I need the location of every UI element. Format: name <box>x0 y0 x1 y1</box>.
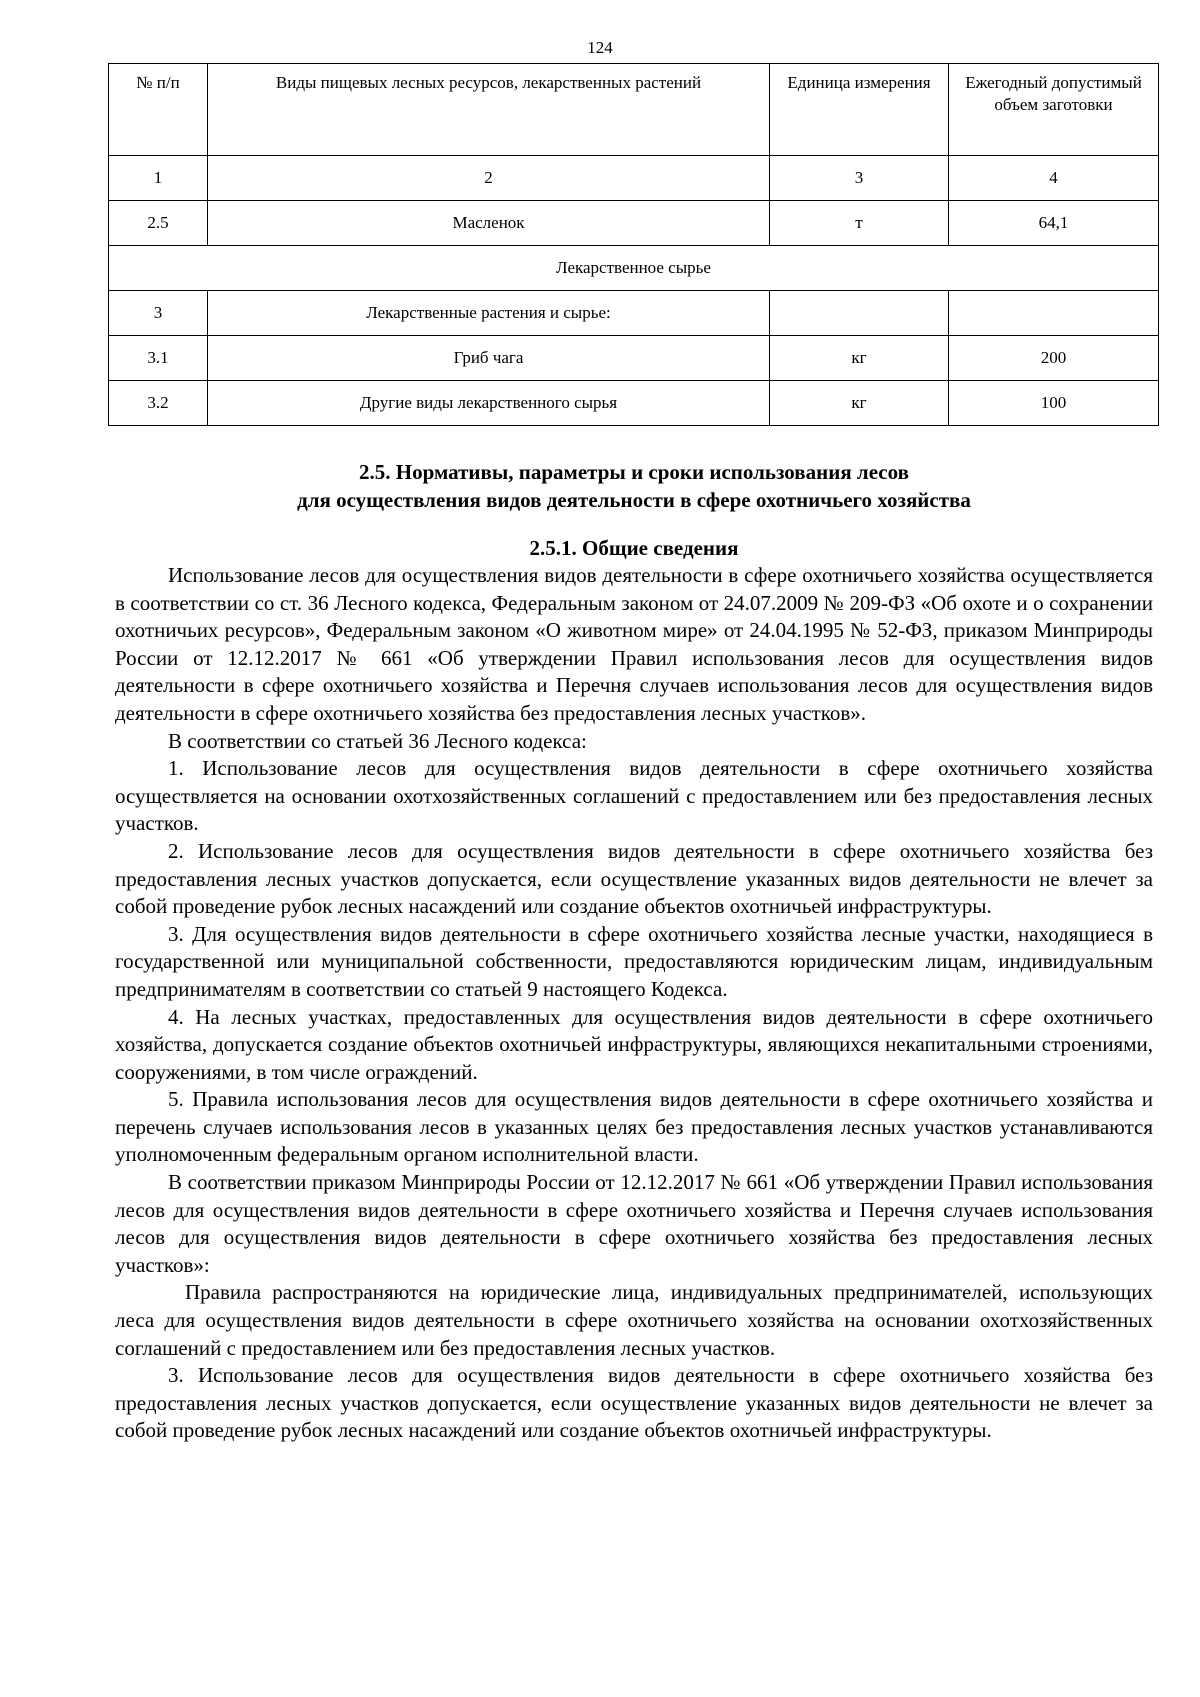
section-subtitle: 2.5.1. Общие сведения <box>529 536 739 560</box>
table-cell: 3 <box>770 156 949 201</box>
paragraph: В соответствии со статьей 36 Лесного кодекса: <box>168 728 587 753</box>
table-cell: Масленок <box>208 201 770 246</box>
table-row <box>109 291 1159 336</box>
forest-resources-table <box>108 63 1159 426</box>
table-cell: кг <box>770 381 949 426</box>
section-title-line1: 2.5. Нормативы, параметры и сроки использования лесов <box>359 460 909 484</box>
table-column-numbers-row <box>109 156 1159 201</box>
table-cell <box>949 291 1159 336</box>
paragraph: 5. Правила использования лесов для осуществления видов деятельности в сфере охотничьего хозяйства и перечень случаев использования лесов в указанных целях без предоставления лесных участков устанавливаются уполномоченным федеральным органом исполнительной власти. <box>115 1087 1153 1167</box>
header-resource-type: Виды пищевых лесных ресурсов, лекарственных растений <box>208 64 770 156</box>
paragraph: 1. Использование лесов для осуществления видов деятельности в сфере охотничьего хозяйства осуществляется на основании охотхозяйственных соглашений с предоставлением или без предоставления лесных участков. <box>115 756 1153 836</box>
header-number: № п/п <box>109 64 208 156</box>
table-cell: Гриб чага <box>208 336 770 381</box>
page-number: 124 <box>587 38 613 57</box>
paragraph: 3. Использование лесов для осуществления видов деятельности в сфере охотничьего хозяйства без предоставления лесных участков допускается, если осуществление указанных видов деятельности не влечет за собой проведение рубок лесных насаждений или создание объектов охотничьей инфраструктуры. <box>115 1363 1153 1443</box>
paragraph: Использование лесов для осуществления видов деятельности в сфере охотничьего хозяйства осуществляется в соответствии со ст. 36 Лесного кодекса, Федеральным законом от 24.07.2009 № 209-ФЗ «Об охоте и о сохранении охотничьих ресурсов», Федеральным законом «О животном мире» от 24.04.1995 № 52-ФЗ, приказом Минприроды России от 12.12.2017 № 661 «Об утверждении Правил использования лесов для осуществления видов деятельности в сфере охотничьего хозяйства и Перечня случаев использования лесов для осуществления видов деятельности в сфере охотничьего хозяйства без предоставления лесных участков». <box>115 563 1153 725</box>
table-cell <box>770 291 949 336</box>
paragraph: 2. Использование лесов для осуществления видов деятельности в сфере охотничьего хозяйства без предоставления лесных участков допускается, если осуществление указанных видов деятельности не влечет за собой проведение рубок лесных насаждений или создание объектов охотничьей инфраструктуры. <box>115 838 1153 919</box>
table-group-row <box>109 246 1159 291</box>
table-cell: 1 <box>109 156 208 201</box>
table-row <box>109 201 1159 246</box>
table-cell: 3 <box>109 291 208 336</box>
table-cell: 2 <box>208 156 770 201</box>
table-cell: 4 <box>949 156 1159 201</box>
table-row <box>109 381 1159 426</box>
table-cell: 64,1 <box>949 201 1159 246</box>
table-cell: 200 <box>949 336 1159 381</box>
table-cell: 3.1 <box>109 336 208 381</box>
table-cell: Другие виды лекарственного сырья <box>208 381 770 426</box>
table-cell: кг <box>770 336 949 381</box>
table-cell: 3.2 <box>109 381 208 426</box>
section-title-line2: для осуществления видов деятельности в сфере охотничьего хозяйства <box>297 488 971 512</box>
table-cell: 2.5 <box>109 201 208 246</box>
table-group-label: Лекарственное сырье <box>109 246 1159 291</box>
paragraph: Правила распространяются на юридические лица, индивидуальных предпринимателей, использующих леса для осуществления видов деятельности в сфере охотничьего хозяйства на основании охотхозяйственных соглашений с предоставлением или без предоставления лесных участков. <box>115 1280 1153 1360</box>
table-row <box>109 336 1159 381</box>
header-unit: Единица измерения <box>770 64 949 156</box>
section-content <box>115 458 1153 1445</box>
paragraph: В соответствии приказом Минприроды России от 12.12.2017 № 661 «Об утверждении Правил использования лесов для осуществления видов деятельности в сфере охотничьего хозяйства и Перечня случаев использования лесов для осуществления видов деятельности в сфере охотничьего хозяйства без предоставления лесных участков»: <box>115 1170 1153 1277</box>
table-cell: Лекарственные растения и сырье: <box>208 291 770 336</box>
table-header-row <box>109 64 1159 156</box>
header-annual-volume: Ежегодный допустимый объем заготовки <box>949 64 1159 156</box>
table-cell: 100 <box>949 381 1159 426</box>
paragraph: 3. Для осуществления видов деятельности в сфере охотничьего хозяйства лесные участки, находящиеся в государственной или муниципальной собственности, предоставляются юридическим лицам, индивидуальным предпринимателям в соответствии со статьей 9 настоящего Кодекса. <box>115 921 1153 1001</box>
paragraph: 4. На лесных участках, предоставленных для осуществления видов деятельности в сфере охотничьего хозяйства, допускается создание объектов охотничьей инфраструктуры, являющихся некапитальными строениями, сооружениями, в том числе ограждений. <box>115 1004 1153 1084</box>
table-cell: т <box>770 201 949 246</box>
